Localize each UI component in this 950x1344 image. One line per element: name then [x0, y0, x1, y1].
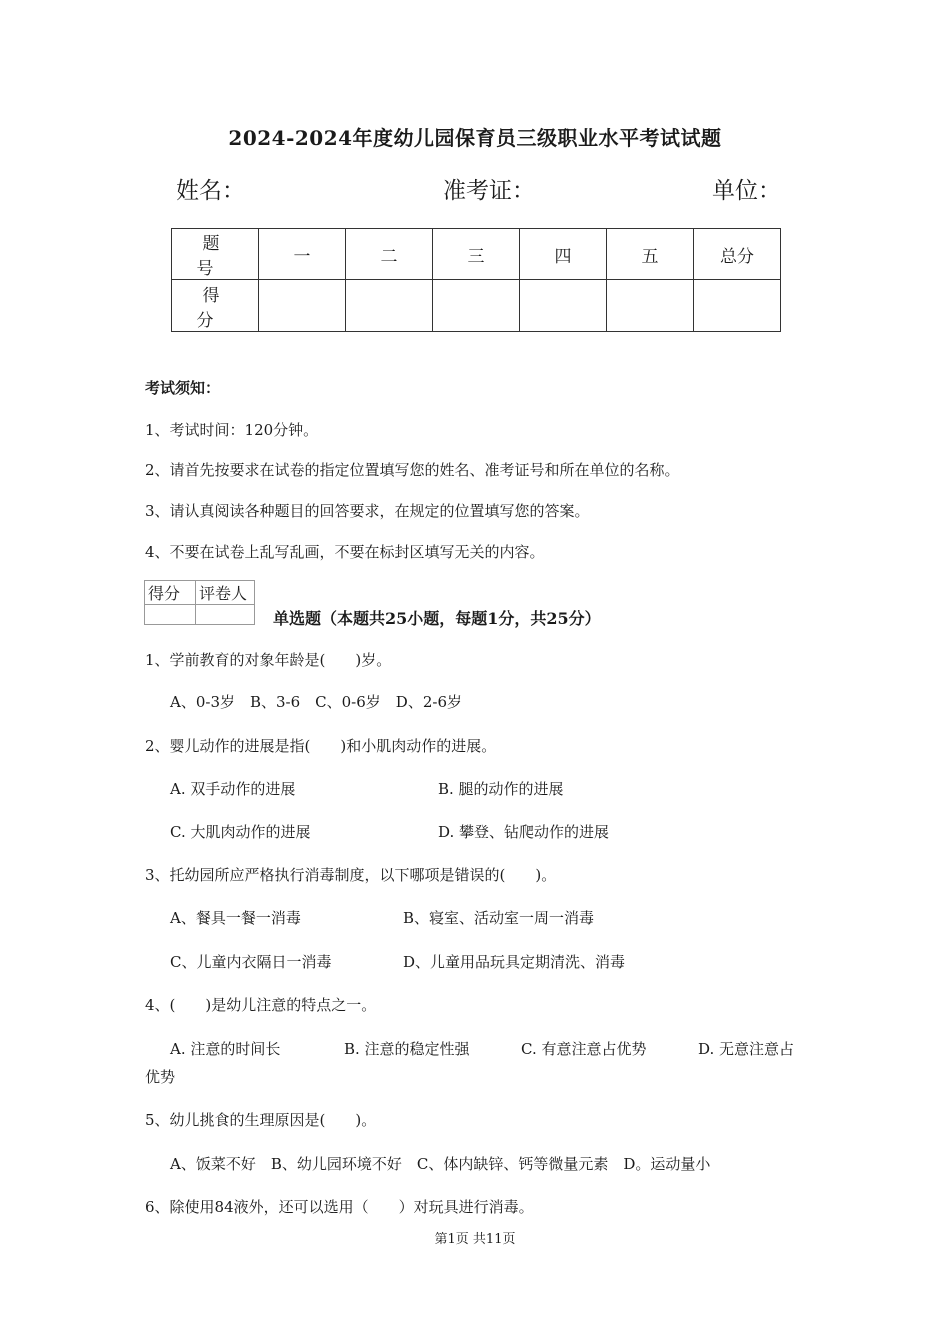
- question-4-option-a: A. 注意的时间长: [170, 1040, 281, 1058]
- section-1-header: 一: [259, 229, 346, 280]
- question-3-option-c: C、儿童内衣隔日一消毒: [170, 953, 332, 971]
- score-table-header-row: [172, 229, 781, 280]
- score-cell[interactable]: [433, 280, 520, 332]
- unit-label: 单位：: [712, 178, 781, 204]
- section-4-header: 四: [520, 229, 607, 280]
- section-3-header: 三: [433, 229, 520, 280]
- notes-heading: 考试须知：: [145, 379, 221, 397]
- question-2-option-b: B. 腿的动作的进展: [438, 780, 564, 798]
- score-label: 得 分: [172, 280, 259, 332]
- page-footer: 第1页 共11页: [434, 1232, 516, 1247]
- question-6-stem: 6、除使用84液外，还可以选用（ ）对玩具进行消毒。: [145, 1198, 534, 1216]
- section-2-header: 二: [346, 229, 433, 280]
- exam-title: 2024-2024年度幼儿园保育员三级职业水平考试试题: [228, 126, 722, 150]
- score-cell[interactable]: [520, 280, 607, 332]
- question-4-stem: 4、( )是幼儿注意的特点之一。: [145, 996, 377, 1014]
- question-5-options: A、饭菜不好 B、幼儿园环境不好 C、体内缺锌、钙等微量元素 D。运动量小: [170, 1155, 711, 1173]
- section-title: 单选题（本题共25小题，每题1分，共25分）: [273, 609, 601, 628]
- question-4-option-d-wrap: 优势: [145, 1068, 176, 1086]
- note-item: 1、考试时间：120分钟。: [145, 421, 319, 439]
- question-4-option-d: D. 无意注意占: [698, 1040, 795, 1058]
- score-table-score-row: [172, 280, 781, 332]
- grader-score-label: 得分: [145, 581, 196, 605]
- question-3-option-a: A、餐具一餐一消毒: [170, 909, 301, 927]
- note-item: 3、请认真阅读各种题目的回答要求，在规定的位置填写您的答案。: [145, 502, 590, 520]
- score-cell[interactable]: [694, 280, 781, 332]
- score-cell[interactable]: [346, 280, 433, 332]
- exam-id-label: 准考证：: [443, 178, 535, 204]
- grader-score-cell[interactable]: [145, 605, 196, 625]
- total-header: 总分: [694, 229, 781, 280]
- score-cell[interactable]: [607, 280, 694, 332]
- note-item: 2、请首先按要求在试卷的指定位置填写您的姓名、准考证号和所在单位的名称。: [145, 461, 680, 479]
- section-5-header: 五: [607, 229, 694, 280]
- question-5-stem: 5、幼儿挑食的生理原因是( )。: [145, 1111, 377, 1129]
- question-1-stem: 1、学前教育的对象年龄是( )岁。: [145, 651, 392, 669]
- question-2-option-c: C. 大肌肉动作的进展: [170, 823, 311, 841]
- question-3-option-b: B、寝室、活动室一周一消毒: [403, 909, 595, 927]
- question-4-option-c: C. 有意注意占优势: [521, 1040, 647, 1058]
- score-table: [171, 228, 781, 332]
- question-2-stem: 2、婴儿动作的进展是指( )和小肌肉动作的进展。: [145, 737, 497, 755]
- grader-name-label: 评卷人: [196, 581, 255, 605]
- grader-name-cell[interactable]: [196, 605, 255, 625]
- question-3-stem: 3、托幼园所应严格执行消毒制度，以下哪项是错误的( )。: [145, 866, 557, 884]
- question-1-options: A、0-3岁 B、3-6 C、0-6岁 D、2-6岁: [170, 693, 462, 711]
- name-label: 姓名：: [176, 178, 245, 204]
- grader-box: [144, 580, 255, 625]
- question-2-option-d: D. 攀登、钻爬动作的进展: [438, 823, 610, 841]
- note-item: 4、不要在试卷上乱写乱画，不要在标封区填写无关的内容。: [145, 543, 545, 561]
- question-2-option-a: A. 双手动作的进展: [170, 780, 296, 798]
- question-number-label: 题 号: [172, 229, 259, 280]
- question-3-option-d: D、儿童用品玩具定期清洗、消毒: [403, 953, 626, 971]
- question-4-option-b: B. 注意的稳定性强: [344, 1040, 470, 1058]
